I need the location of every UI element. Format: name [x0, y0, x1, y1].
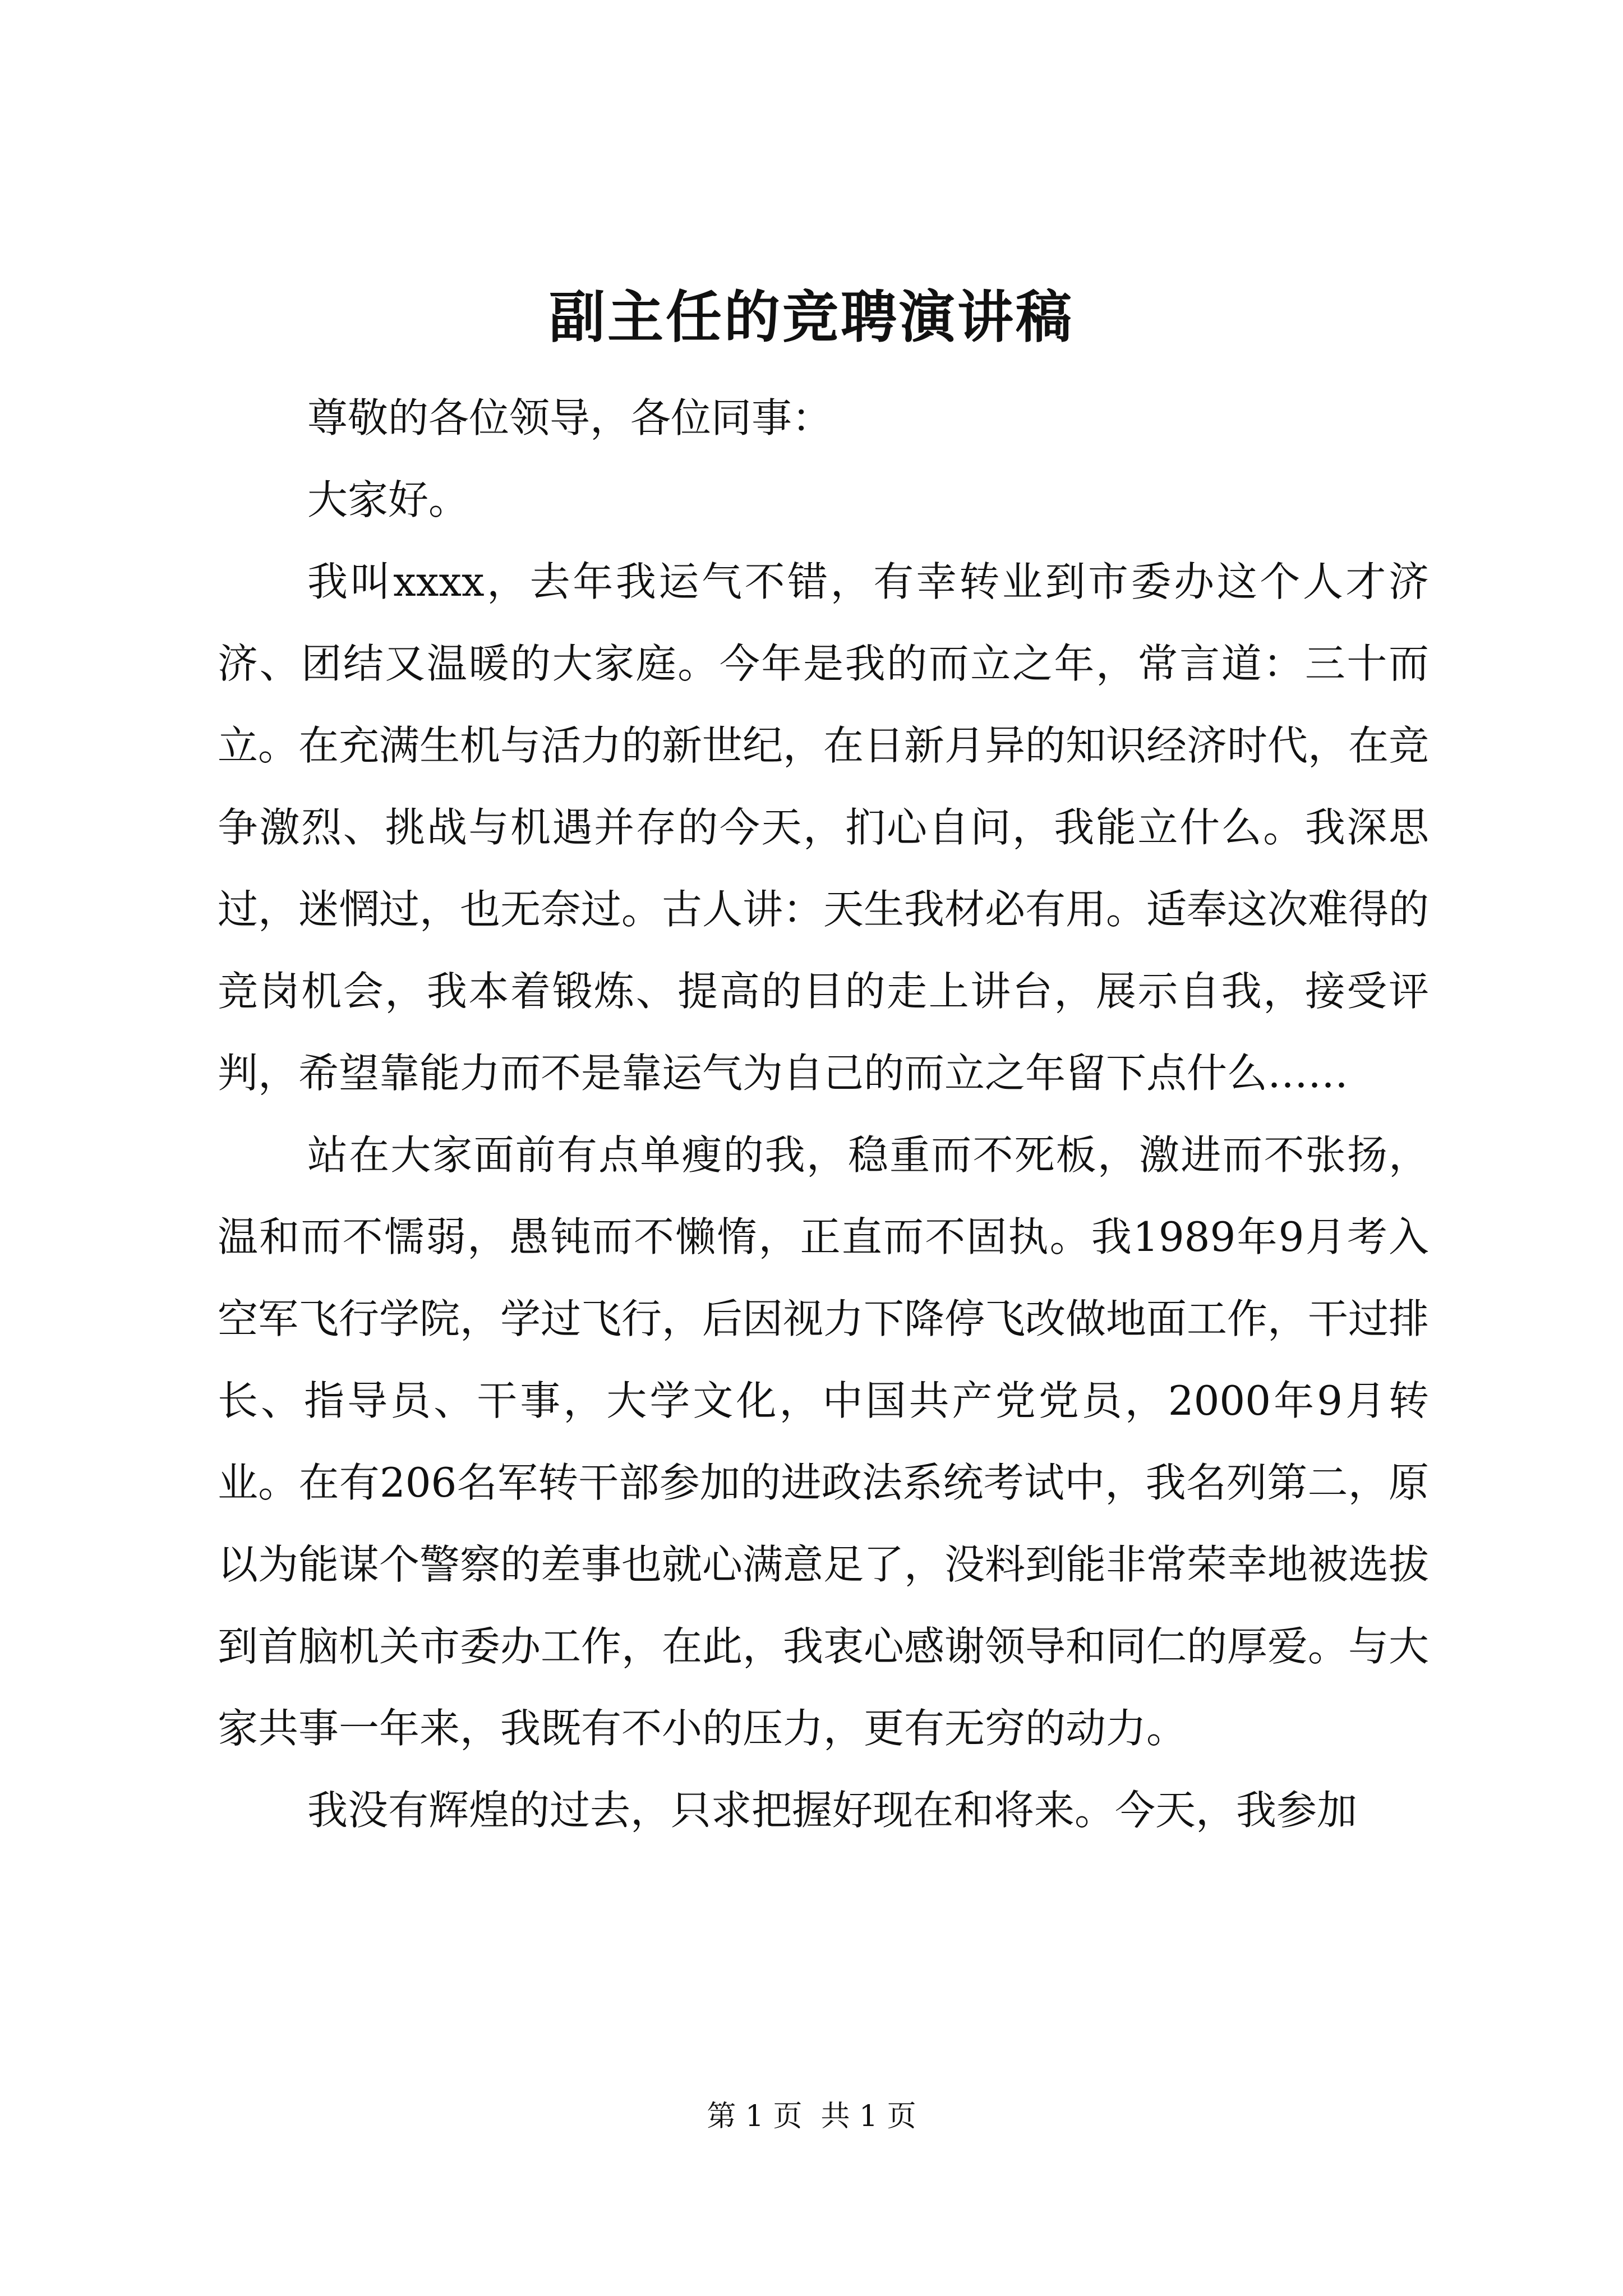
document-title: 副主任的竞聘演讲稿: [549, 284, 1074, 350]
closing-paragraph: 我没有辉煌的过去，只求把握好现在和将来。今天，我参加: [307, 1787, 1358, 1834]
introduction-paragraph: 我叫xxxx，去年我运气不错，有幸转业到市委办这个人才济济、团结又温暖的大家庭。今年是我的而立之年，常言道：三十而立。在充满生机与活力的新世纪，在日新月异的知识经济时代，在竞争激烈、挑战与机遇并存的今天，扪心自问，我能立什么。我深思过，迷惘过，也无奈过。古人讲：天生我材必有用。适奉这次难得的竞岗机会，我本着锻炼、提高的目的走上讲台，展示自我，接受评判，希望靠能力而不是靠运气为自己的而立之年留下点什么……: [218, 558, 1430, 1097]
salutation-paragraph: 尊敬的各位领导，各位同事：: [307, 394, 833, 441]
background-paragraph: 站在大家面前有点单瘦的我，稳重而不死板，激进而不张扬，温和而不懦弱，愚钝而不懒惰，正直而不固执。我1989年9月考入空军飞行学院，学过飞行，后因视力下降停飞改做地面工作，干过排长、指导员、干事，大学文化，中国共产党党员，2000年9月转业。在有206名军转干部参加的进政法系统考试中，我名列第二，原以为能谋个警察的差事也就心满意足了，没料到能非常荣幸地被选拔到首脑机关市委办工作，在此，我衷心感谢领导和同仁的厚爱。与大家共事一年来，我既有不小的压力，更有无穷的动力。: [218, 1131, 1430, 1752]
greeting-paragraph: 大家好。: [307, 476, 469, 523]
page-footer: 第 1 页 共 1 页: [707, 2100, 916, 2133]
document-body: [218, 377, 1429, 1851]
